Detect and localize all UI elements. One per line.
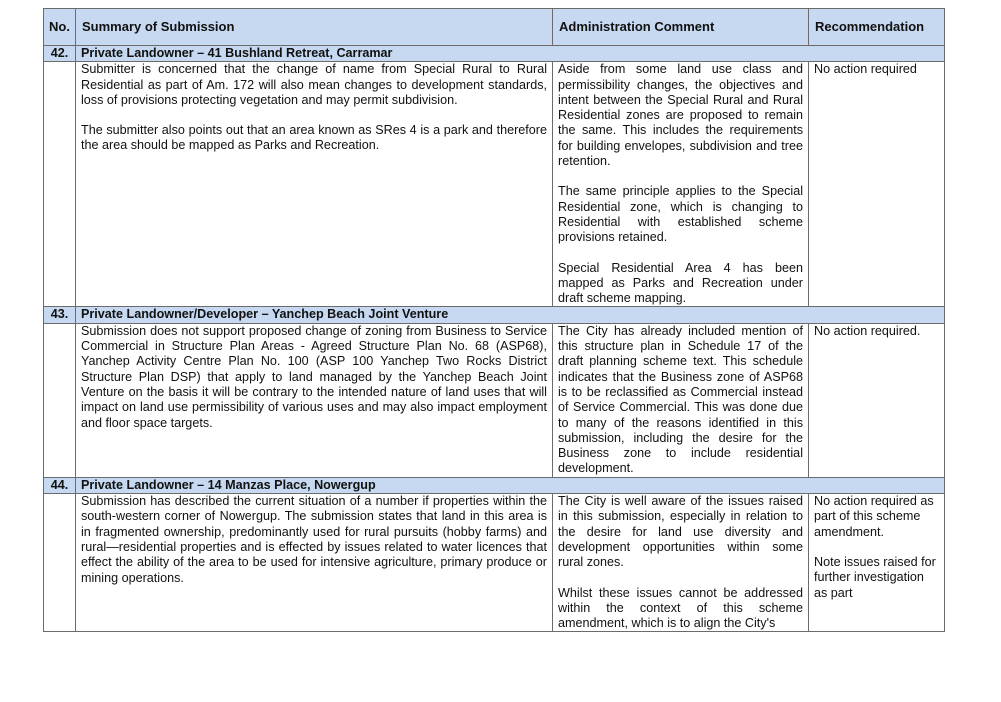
recommendation-text: No action required.: [814, 323, 921, 338]
admin-paragraph: Aside from some land use class and permissibility changes, the objectives and intent between the Special Rural and Rural Residential zones are proposed to remain the same. This includes the requirements for building envelopes, subdivision and tree retention.: [558, 62, 803, 169]
admin-paragraph: Special Residential Area 4 has been mapped as Parks and Recreation under draft scheme mapping.: [558, 260, 803, 306]
summary-paragraph: Submission does not support proposed change of zoning from Business to Service Commercial in Structure Plan Areas - Agreed Structure Plan No. 68 (ASP68), Yanchep Activity Centre Plan No. 100 (ASP 100 Yanchep Two Rocks District Structure Plan DSP) that apply to land managed by the Yanchep Beach Joint Venture on the basis it will be contrary to the intended nature of land uses that will impact on land use permissibility of various uses and may also impact employment and floor space targets.: [81, 323, 547, 430]
admin-comment-cell: [553, 494, 809, 632]
recommendation-text: No action required: [814, 62, 917, 77]
section-row-43: [44, 307, 945, 323]
admin-paragraph: The City is well aware of the issues raised in this submission, especially in relation to the desire for land use diversity and development opportunities within some rural zones.: [558, 494, 803, 570]
admin-comment-cell: [553, 62, 809, 307]
recommendation-text: Note issues raised for further investigation as part: [814, 554, 936, 600]
summary-paragraph: Submission has described the current situation of a number if properties within the south-western corner of Nowergup. The submission states that land in this area is in fragmented ownership, predominantly used for rural pursuits (hobby farms) and rural—residential properties and is effected by issues related to water licences that effect the ability of the area to be used for intensive agriculture, primary produce or mining operations.: [81, 494, 547, 585]
submitter-title: Private Landowner/Developer – Yanchep Beach Joint Venture: [76, 307, 945, 323]
table-row: [44, 62, 945, 307]
recommendation-text: No action required as part of this scheme amendment.: [814, 494, 934, 539]
number-cell: [44, 62, 76, 307]
summary-paragraph: Submitter is concerned that the change of name from Special Rural to Rural Residential as part of Am. 172 will also mean changes to development standards, loss of provisions protecting vegetation and may permit subdivision.: [81, 62, 547, 107]
row-number: 44.: [44, 477, 76, 493]
row-number: 42.: [44, 46, 76, 62]
recommendation-cell: [809, 494, 945, 632]
summary-cell: [76, 62, 553, 307]
header-admin-comment: Administration Comment: [553, 9, 809, 46]
header-no: No.: [44, 9, 76, 46]
number-cell: [44, 323, 76, 477]
header-summary: Summary of Submission: [76, 9, 553, 46]
recommendation-cell: [809, 323, 945, 477]
table-row: [44, 323, 945, 477]
recommendation-cell: [809, 62, 945, 307]
admin-paragraph: The same principle applies to the Special Residential zone, which is changing to Residential with established scheme provisions retained.: [558, 184, 803, 245]
section-row-44: [44, 477, 945, 493]
table-row: [44, 494, 945, 632]
admin-comment-cell: [553, 323, 809, 477]
admin-paragraph: The City has already included mention of this structure plan in Schedule 17 of the draft planning scheme text. This schedule indicates that the Business zone of ASP68 is to be reclassified as Commercial instead of Service Commercial. This was done due to many of the reasons identified in this submission, including the desire for the Business zone to include residential development.: [558, 323, 803, 476]
admin-paragraph: Whilst these issues cannot be addressed within the context of this scheme amendment, which is to align the City's: [558, 585, 803, 631]
summary-cell: [76, 494, 553, 632]
submissions-table: [43, 8, 945, 632]
submitter-title: Private Landowner – 41 Bushland Retreat, Carramar: [76, 46, 945, 62]
row-number: 43.: [44, 307, 76, 323]
number-cell: [44, 494, 76, 632]
header-row: [44, 9, 945, 46]
summary-cell: [76, 323, 553, 477]
header-recommendation: Recommendation: [809, 9, 945, 46]
summary-paragraph: The submitter also points out that an area known as SRes 4 is a park and therefore the area should be mapped as Parks and Recreation.: [81, 123, 547, 153]
section-row-42: [44, 46, 945, 62]
submitter-title: Private Landowner – 14 Manzas Place, Nowergup: [76, 477, 945, 493]
